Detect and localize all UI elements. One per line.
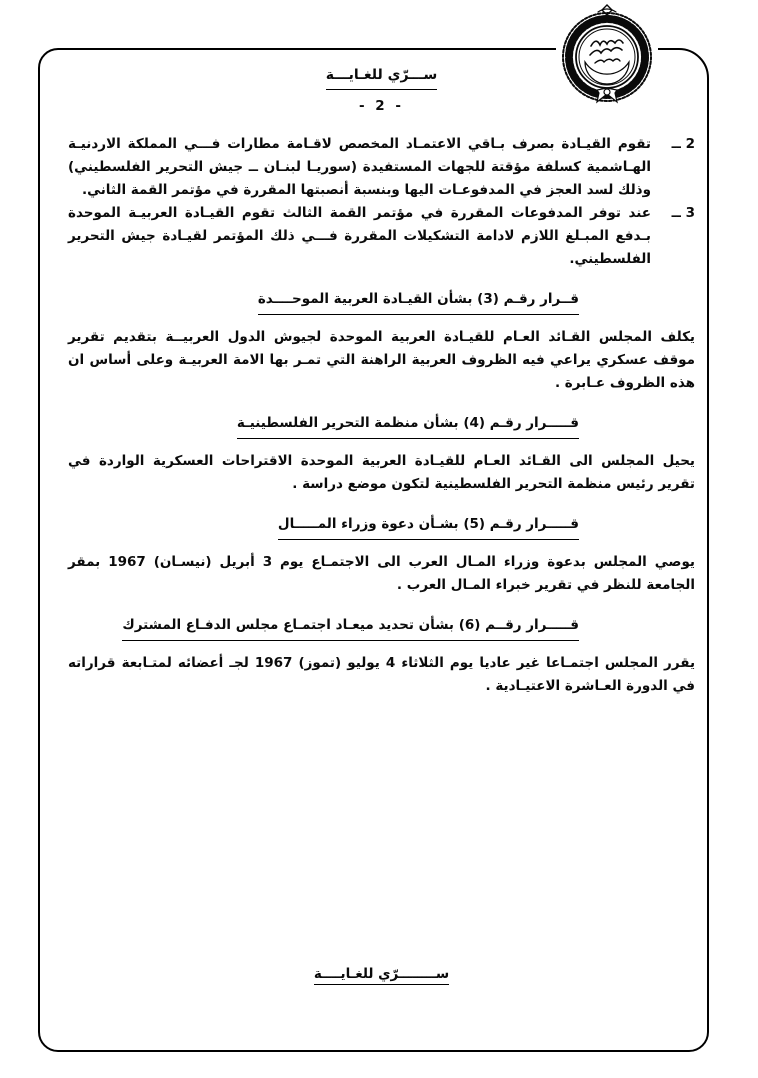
item-2-text: تقوم القيـادة بصرف بـاقي الاعتمـاد المخصص لاقـامة مطارات فـــي المملكة الاردنيـة الهـاشمية كسلفة مؤقتة للجهات المستفيدة (سوريـا لبنـان ــ جيش التحرير الفلسطيني) وذلك لسد العجز في المدفوعـات اليها وبنسبة أنصبتها المقررة في مؤتمر القمة الثاني. [68, 136, 651, 198]
agenda-item-2 [68, 133, 695, 202]
item-3-number: 3 ــ [671, 205, 695, 221]
resolution-6-body: يقرر المجلس اجتمـاعا غير عاديا يوم الثلاثاء 4 يوليو (تموز) 1967 لجـ أعضائه لمتـابعة قراراته في الدورة العـاشرة الاعتيـادية . [68, 655, 696, 694]
resolution-3-heading [68, 288, 579, 315]
resolution-6-heading-text: قـــــرار رقــم (6) بشأن تحديد ميعـاد اجتمـاع مجلس الدفـاع المشترك [122, 614, 579, 641]
resolution-5-heading-text: قـــــرار رقـم (5) بشـأن دعوة وزراء المـــــال [278, 513, 579, 540]
item-2-number: 2 ــ [671, 136, 695, 152]
classification-header [68, 64, 695, 90]
item-3-text: عند توفر المدفوعات المقررة في مؤتمر القمة الثالث تقوم القيـادة العربيـة الموحدة بـدفع المبـلغ اللازم لادامة التشكيلات المقررة فـــي ذلك المؤتمر لقيـادة جيش التحرير الفلسطيني. [68, 205, 651, 267]
resolution-5 [68, 513, 695, 597]
resolution-4-heading-text: قـــــرار رقـم (4) بشأن منظمة التحرير الفلسطينيـة [237, 412, 579, 439]
resolution-4-body: يحيل المجلس الى القـائد العـام للقيـادة العربية الموحدة الاقتراحات العسكرية الواردة في تقرير رئيس منظمة التحرير الفلسطينية لتكون موضع دراسة . [68, 453, 695, 492]
resolution-5-heading [68, 513, 579, 540]
resolution-4-heading [68, 412, 579, 439]
classification-header-text: ســـرّي للغـايـــة [326, 64, 438, 90]
agenda-item-3 [68, 202, 695, 271]
resolution-4 [68, 412, 695, 496]
resolution-3-body: يكلف المجلس القـائد العـام للقيـادة العربية الموحدة لجيوش الدول العربيــة بتقديم تقرير موقف عسكري يراعي فيه الظروف العربية الراهنة التي تمـر بها الامة العربيـة وعلى أساس ان هذه الظروف عـابرة . [68, 329, 695, 391]
resolution-5-body: يوصي المجلس بدعوة وزراء المـال العرب الى الاجتمـاع يوم 3 أبريل (نيسـان) 1967 بمقر الجامعة للنظر في تقرير خبراء المـال العرب . [68, 554, 695, 593]
classification-footer [68, 966, 695, 985]
numbered-items [68, 133, 695, 271]
resolution-6-heading [68, 614, 579, 641]
resolution-3-heading-text: قــرار رقـم (3) بشأن القيـادة العربية الموحــــدة [258, 288, 579, 315]
resolution-3 [68, 288, 695, 395]
page-number: - 2 - [359, 98, 404, 114]
document-body [68, 64, 695, 698]
classification-footer-text: ســــــــرّي للغـايــــة [314, 966, 449, 985]
resolution-6 [68, 614, 695, 698]
